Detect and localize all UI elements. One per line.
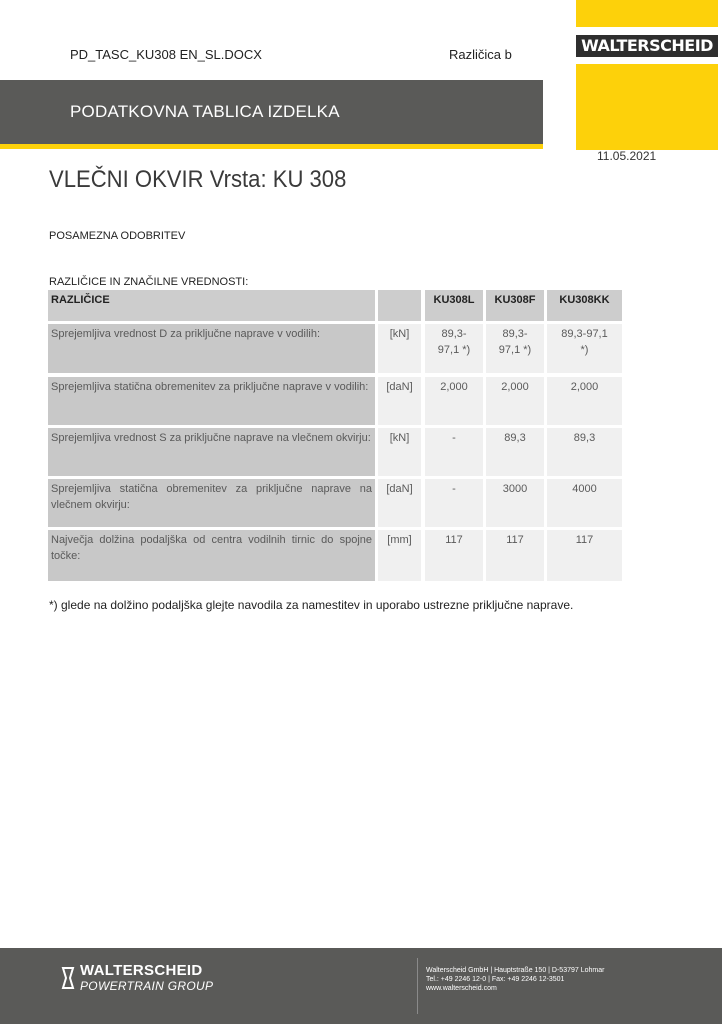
- document-name: PD_TASC_KU308 EN_SL.DOCX: [70, 47, 262, 62]
- footnote: *) glede na dolžino podaljška glejte navodila za namestitev in uporabo ustrezne priključne naprave.: [49, 598, 574, 612]
- table-cell-ku308l: 89,3-97,1 *): [425, 324, 483, 373]
- table-row-unit: [daN]: [378, 479, 421, 527]
- table-cell-ku308f: 117: [486, 530, 544, 581]
- table-cell-ku308l: -: [425, 479, 483, 527]
- table-cell-ku308kk: 89,3-97,1 *): [547, 324, 622, 373]
- walterscheid-logo: [576, 27, 718, 64]
- table-row-unit: [mm]: [378, 530, 421, 581]
- table-cell-ku308l: 2,000: [425, 377, 483, 425]
- table-row-unit: [kN]: [378, 428, 421, 476]
- table-row-unit: [daN]: [378, 377, 421, 425]
- footer-brand: WALTERSCHEID: [80, 962, 203, 979]
- approval-type: POSAMEZNA ODOBRITEV: [49, 230, 186, 242]
- page-title: VLEČNI OKVIR Vrsta: KU 308: [49, 166, 347, 193]
- table-header-ku308l: KU308L: [425, 290, 483, 321]
- table-cell-ku308f: 89,3: [486, 428, 544, 476]
- logo-text: WALTERSCHEID: [581, 36, 713, 55]
- table-cell-ku308f: 3000: [486, 479, 544, 527]
- table-cell-ku308l: -: [425, 428, 483, 476]
- table-row-label: Sprejemljiva statična obremenitev za priključne naprave na vlečnem okvirju:: [48, 479, 375, 527]
- section-title: RAZLIČICE IN ZNAČILNE VREDNOSTI:: [49, 276, 249, 288]
- footer-phone: Tel.: +49 2246 12-0 | Fax: +49 2246 12-3501: [426, 976, 565, 983]
- table-row-label: Sprejemljiva vrednost S za priključne naprave na vlečnem okvirju:: [48, 428, 375, 476]
- table-cell-ku308kk: 2,000: [547, 377, 622, 425]
- table-row-label: Sprejemljiva vrednost D za priključne naprave v vodilih:: [48, 324, 375, 373]
- table-header-unit: [378, 290, 421, 321]
- table-cell-ku308kk: 4000: [547, 479, 622, 527]
- header-stripe: [0, 144, 543, 149]
- footer-divider: [417, 958, 418, 1014]
- table-row-label: Največja dolžina podaljška od centra vodilnih tirnic do spojne točke:: [48, 530, 375, 581]
- table-row-label: Sprejemljiva statična obremenitev za priključne naprave v vodilih:: [48, 377, 375, 425]
- table-cell-ku308f: 89,3-97,1 *): [486, 324, 544, 373]
- footer-address: Walterscheid GmbH | Hauptstraße 150 | D-53797 Lohmar: [426, 967, 605, 974]
- table-cell-ku308kk: 117: [547, 530, 622, 581]
- date-label: 11.05.2021: [597, 149, 657, 163]
- brand-yellow-block: [576, 0, 718, 150]
- table-header-ku308f: KU308F: [486, 290, 544, 321]
- header-title: PODATKOVNA TABLICA IZDELKA: [70, 102, 340, 121]
- table-cell-ku308kk: 89,3: [547, 428, 622, 476]
- footer-web: www.walterscheid.com: [426, 985, 497, 992]
- table-row-unit: [kN]: [378, 324, 421, 373]
- revision-label: Različica b: [449, 47, 512, 62]
- table-header-variants: RAZLIČICE: [48, 290, 375, 321]
- table-cell-ku308l: 117: [425, 530, 483, 581]
- table-cell-ku308f: 2,000: [486, 377, 544, 425]
- footer-group: POWERTRAIN GROUP: [80, 979, 214, 993]
- walterscheid-mark-icon: [60, 966, 76, 990]
- table-header-ku308kk: KU308KK: [547, 290, 622, 321]
